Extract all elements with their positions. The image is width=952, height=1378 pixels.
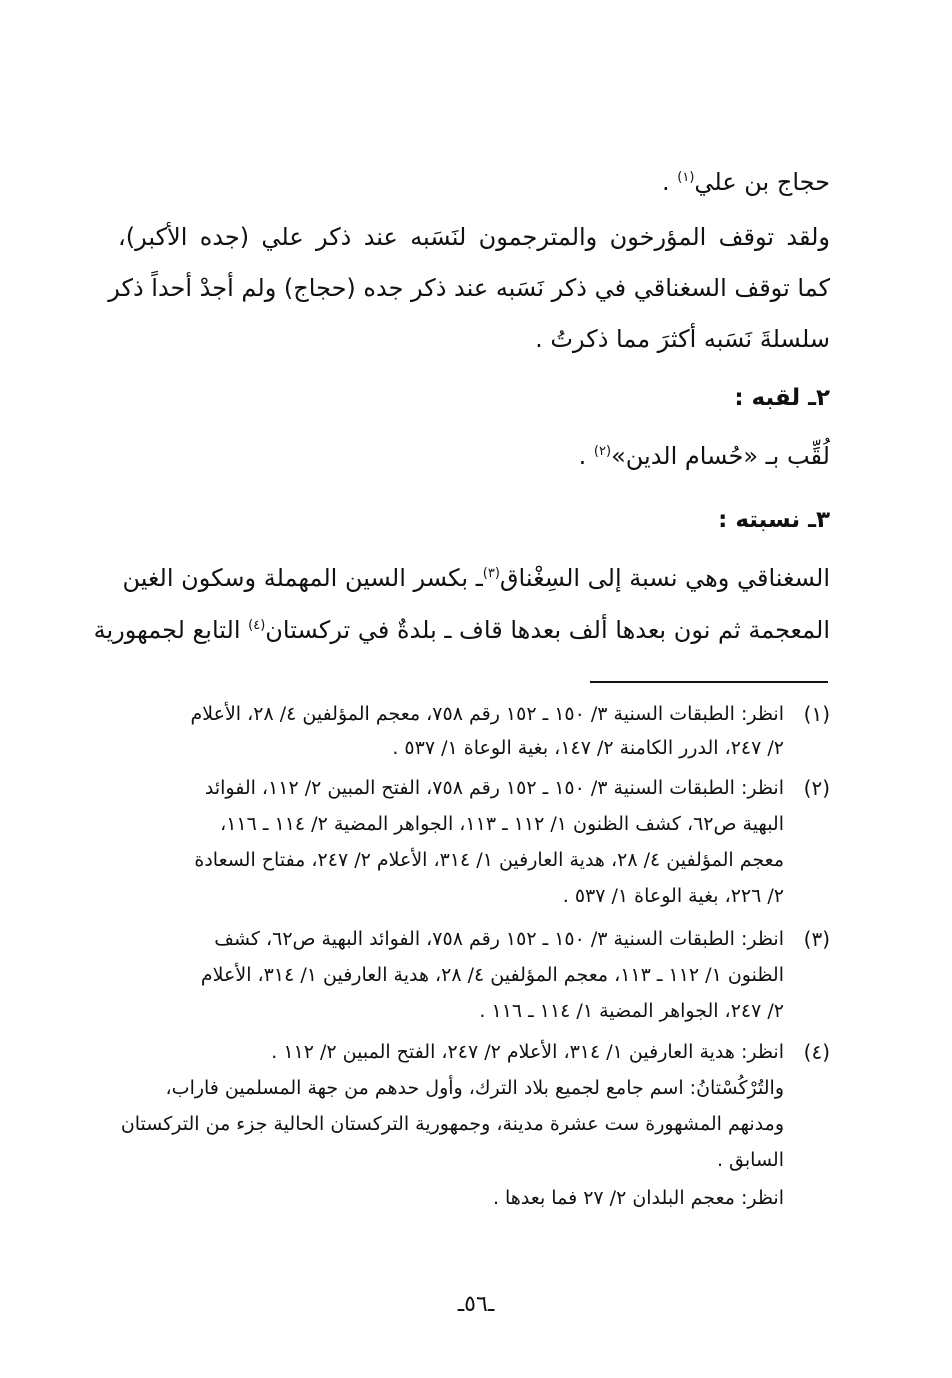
paragraph-line: سلسلةَ نَسَبه أكثرَ مما ذكرتُ . [535, 325, 830, 353]
page-number: ـ٥٦ـ [457, 1292, 495, 1317]
footnote-number: (٤) [803, 1040, 830, 1064]
footnote-2: (٢) انظر: الطبقات السنية ٣/ ١٥٠ ـ ١٥٢ رقم ٧٥٨، الفتح المبين ٢/ ١١٢، الفوائد البهية ص٦٢، كشف الظنون ١/ ١١٢ ـ ١١٣، الجواهر المضية ٢/ ١١٤ ـ ١١٦، معجم المؤلفين ٤/ ٢٨، هدية العارفين ١/ ٣١٤، الأعلام ٢/ ٢٤٧، مفتاح السعادة ٢/ ٢٢٦، بغية الوعاة ١/ ٥٣٧ . [118, 771, 830, 911]
text-line-continuation: حجاج بن علي$^{(١)}$ . [661, 168, 830, 196]
nisba-line-2: المعجمة ثم نون بعدها ألف بعدها قاف ـ بلدةٌ في تركستان$^{(٤)}$ التابع لجمهورية [93, 616, 830, 644]
paragraph-line: كما توقف السغناقي في ذكر نَسَبه عند ذكر جده (حجاج) ولم أجدْ أحداً ذكر [108, 274, 830, 302]
nisba-line: السغناقي وهي نسبة إلى السِغْناق$^{(٣)}$ـ بكسر السين المهملة وسكون الغين [122, 564, 830, 592]
footnote-4: (٤) انظر: هدية العارفين ١/ ٣١٤، الأعلام ٢/ ٢٤٧، الفتح المبين ٢/ ١١٢ . والتُرْكُسْتانُ: اسم جامع لجميع بلاد الترك، وأول حدهم من جهة المسلمين فاراب، ومدنهم المشهورة ست عشرة مدينة، وجمهورية التركستان الحالية جزء من التركستان السابق . انظر: معجم البلدان ٢/ ٢٧ فما بعدها . [118, 1035, 830, 1220]
footnote-3: (٣) انظر: الطبقات السنية ٣/ ١٥٠ ـ ١٥٢ رقم ٧٥٨، الفوائد البهية ص٦٢، كشف الظنون ١/ ١١٢ ـ ١١٣، معجم المؤلفين ٤/ ٢٨، هدية العارفين ١/ ٣١٤، الأعلام ٢/ ٢٤٧، الجواهر المضية ١/ ١١٤ ـ ١١٦ . [118, 922, 830, 1028]
footnote-number: (١) [803, 702, 830, 726]
footnote-ref-4[interactable]: (٤) [248, 618, 266, 633]
footnote-1: (١) انظر: الطبقات السنية ٣/ ١٥٠ ـ ١٥٢ رقم ٧٥٨، معجم المؤلفين ٤/ ٢٨، الأعلام ٢/ ٢٤٧، الدرر الكامنة ٢/ ١٤٧، بغية الوعاة ١/ ٥٣٧ . [118, 697, 830, 767]
footnote-ref-3[interactable]: (٣) [482, 566, 500, 581]
section-heading-laqab: ٢ـ لقبه : [734, 385, 830, 411]
footnote-number: (٢) [803, 776, 830, 800]
section-heading-nisba: ٣ـ نسبته : [718, 507, 830, 533]
footnote-ref-1[interactable]: (١) [677, 170, 695, 185]
paragraph-line: ولقد توقف المؤرخون والمترجمون لنَسَبه عند ذكر علي (جده الأكبر)، [118, 223, 830, 251]
footnote-ref-2[interactable]: (٢) [593, 444, 612, 459]
footnote-separator [590, 681, 828, 683]
laqab-line: لُقِّب بـ «حُسام الدين»$^{(٢)}$ . [578, 442, 830, 470]
footnote-number: (٣) [803, 927, 830, 951]
